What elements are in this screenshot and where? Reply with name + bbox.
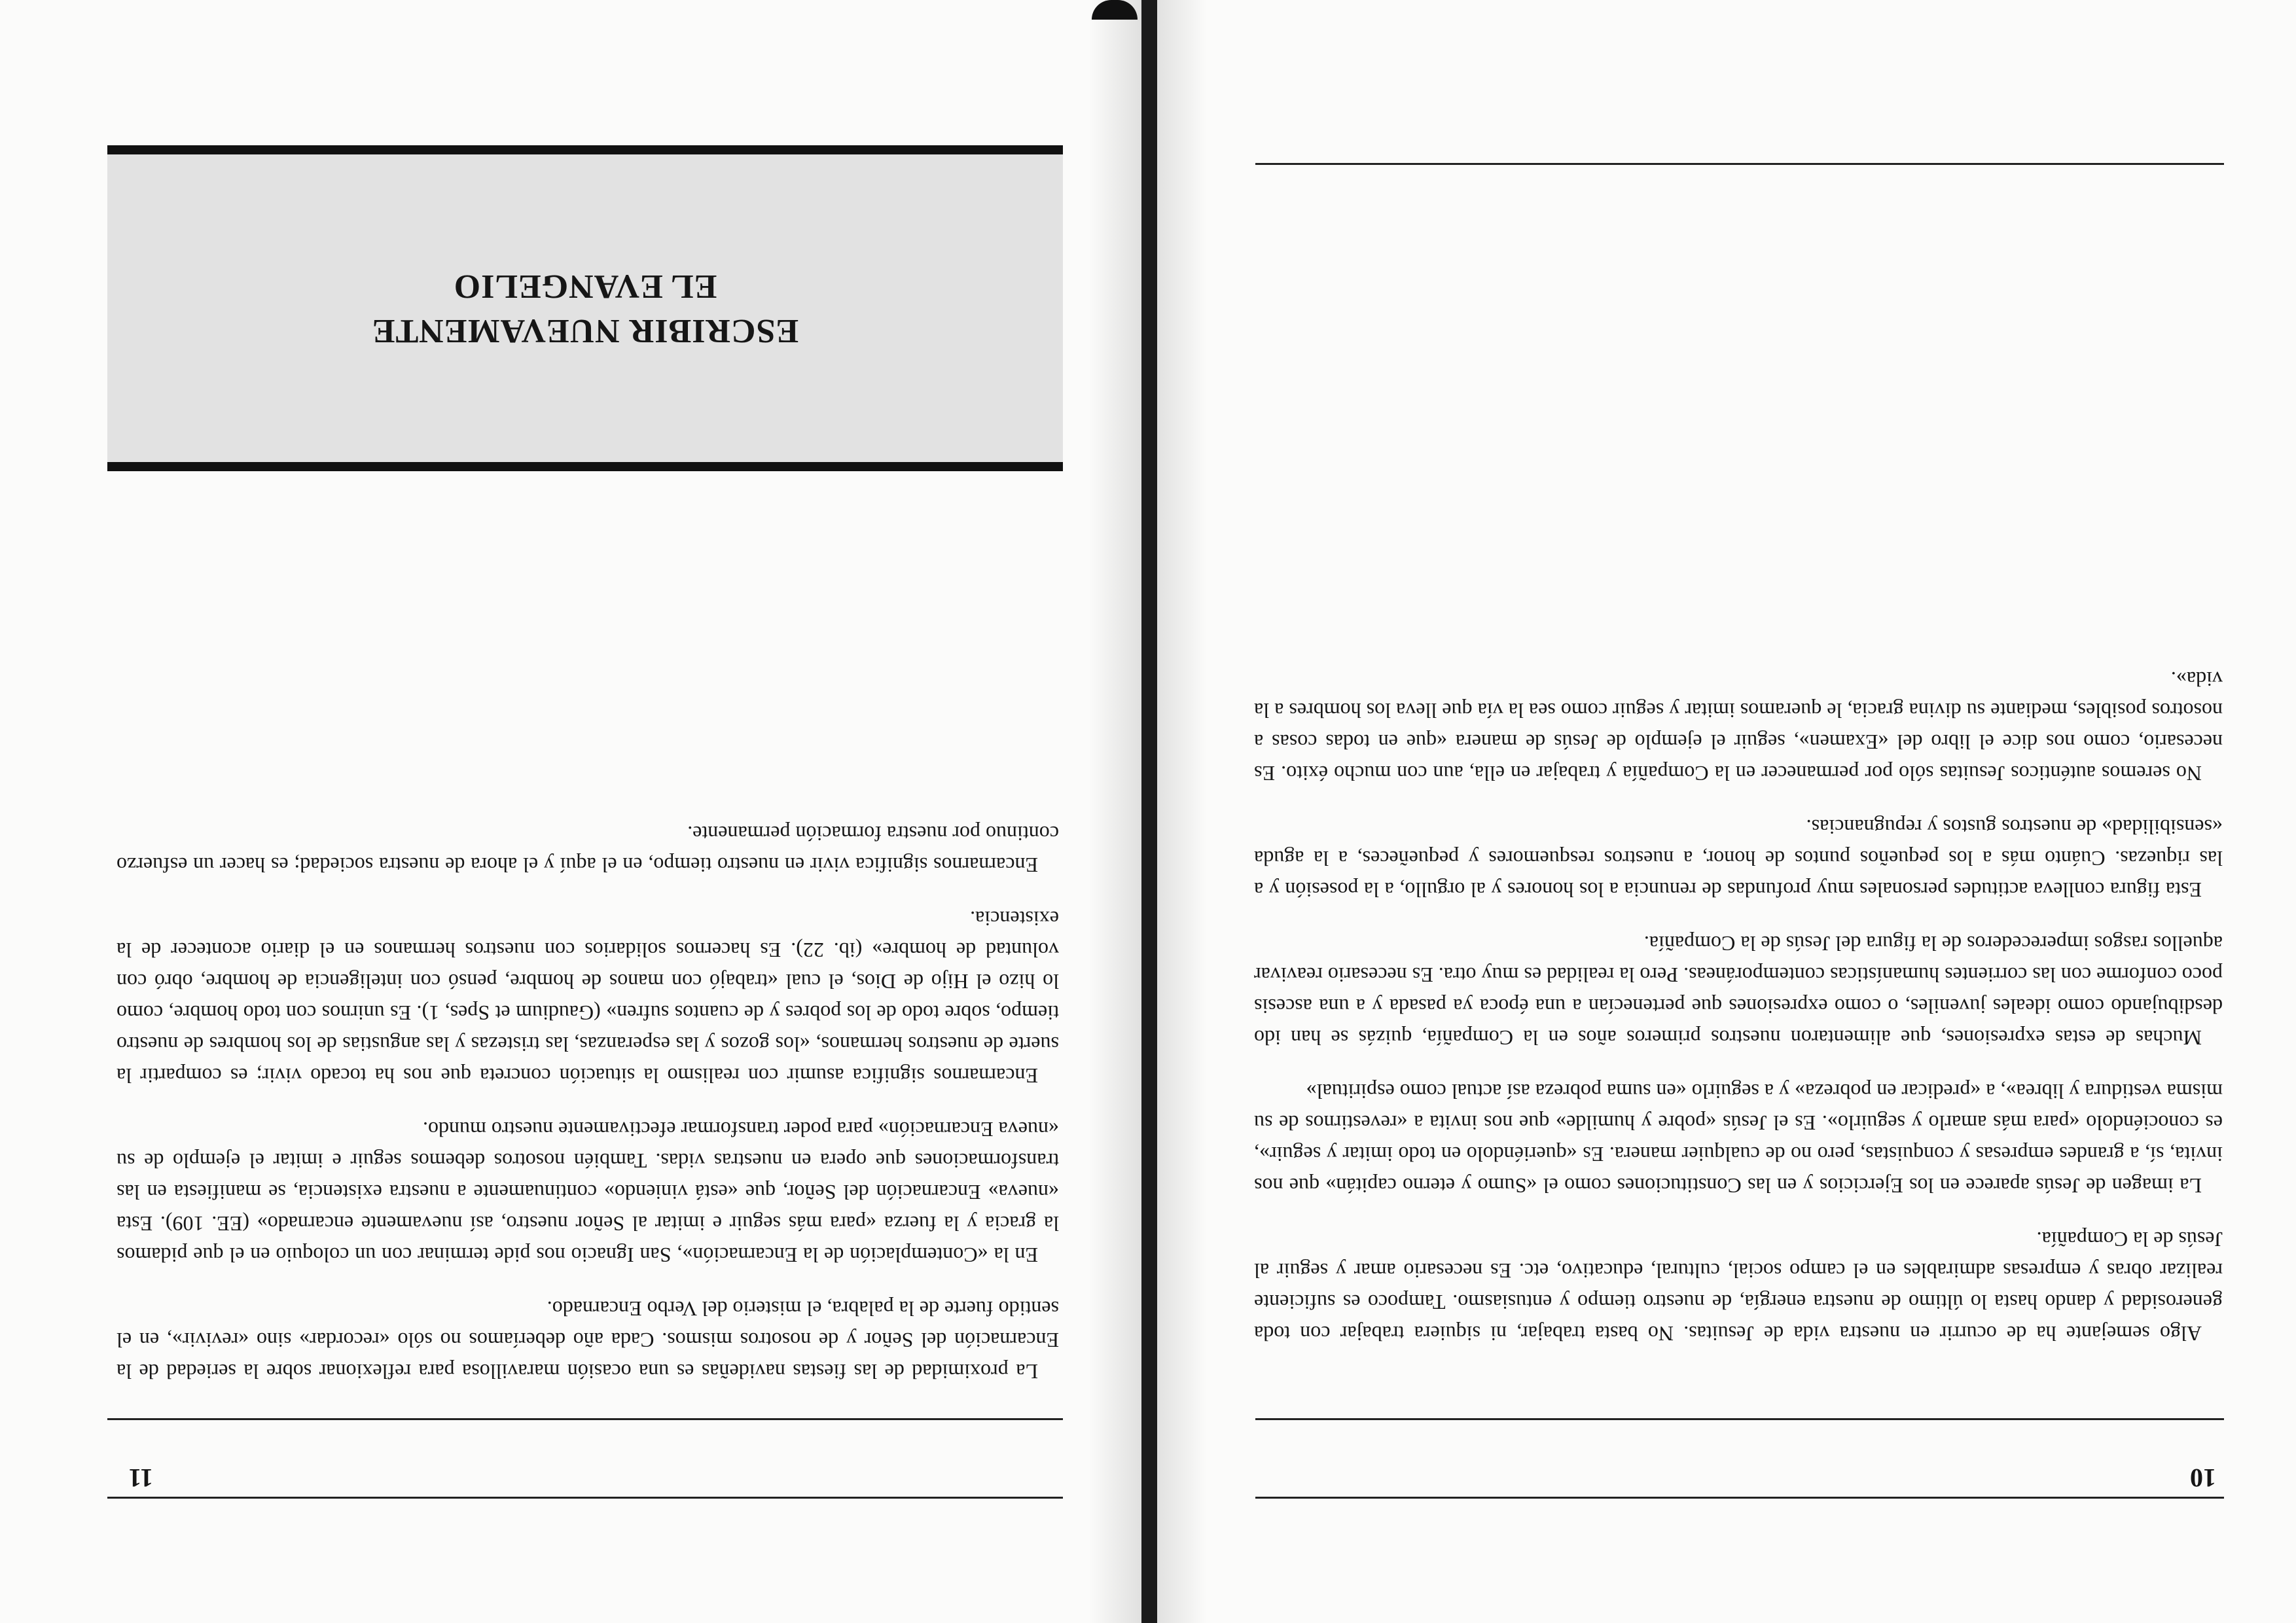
header-rule-top (1255, 1497, 2224, 1499)
paragraph: Encarnarnos significa asumir con realismo la situación concreta que nos ha tocado vivir; es compartir la suerte de nuestros hermanos, «los gozos y las esperanzas, las tristezas y las angustias de los hombres de nuestro tiempo, sobre todo de los pobres y de cuantos sufren» (Gaudium et Spes, 1). Es unirnos con todo hombre, como lo hizo el Hijo de Dios, el cual «trabajó con manos de hombre, pensó con inteligencia de hombre, obró con voluntad de hombre» (ib. 22). Es hacernos solidarios con nuestros hermanos en el diario acontecer de la existencia. (117, 907, 1059, 1088)
paragraph: Algo semejante ha de ocurrir en nuestra vida de Jesuitas. No basta trabajar, ni siquiera trabajar con toda generosidad y dando hasta lo último de nuestra energía, de nuestro tiempo y entusiasmo. Tampoco es suficiente realizar obras y empresas admirables en el campo social, cultural, educativo, etc. Es necesario amar y seguir al Jesús de la Compañía. (1254, 1228, 2223, 1346)
paragraph: En la «Contemplación de la Encarnación», San Ignacio nos pide terminar con un coloquio en el que pidamos la gracia y la fuerza «para más seguir e imitar al Señor nuestro, así nuevamente encarnado» (EE. 109). Esta «nueva» Encarnación del Señor, que «está viniendo» continuamente a nuestra existencia, se manifiesta en las transformaciones que opera en nuestras vidas. También nosotros debemos seguir e imitar el ejemplo de su «nueva Encarnación» para poder transformar efectivamente nuestro mundo. (117, 1118, 1059, 1267)
paragraph: No seremos auténticos Jesuitas sólo por permanecer en la Compañía y trabajar en ella, aun con mucho éxito. Es necesario, como nos dice el libro del «Examen», seguir el ejemplo de Jesús de manera «que en todas cosas a nosotros posibles, mediante su divina gracia, le queramos imitar y seguir como sea la vía que lleva los hombres a la vida». (1254, 668, 2223, 785)
footer-rule (1255, 163, 2224, 165)
header-rule-bottom (107, 1418, 1063, 1420)
body-text (117, 796, 1059, 1387)
header-rule-bottom (1255, 1418, 2224, 1420)
chapter-title-banner (107, 145, 1063, 471)
page-number: 10 (2190, 1463, 2216, 1493)
header-rule-top (107, 1497, 1063, 1499)
book-gutter (1141, 0, 1157, 1623)
paragraph: Encarnarnos significa vivir en nuestro tiempo, en el aquí y el ahora de nuestra sociedad; es hacer un esfuerzo continuo por nuestra formación permanente. (117, 822, 1059, 877)
chapter-title-line: EL EVANGELIO (453, 268, 717, 305)
gutter-shadow (1089, 0, 1148, 1623)
page-number: 11 (128, 1463, 153, 1493)
chapter-title-line: ESCRIBIR NUEVAMENTE (371, 312, 799, 349)
paragraph: La proximidad de las fiestas navideñas es una ocasión maravillosa para reflexionar sobre la seriedad de la Encarnación del Señor y de nosotros mismos. Cada año deberíamos no sólo «recordar» sino «revivir», en el sentido fuerte de la palabra, el misterio del Verbo Encarnado. (117, 1297, 1059, 1383)
paragraph: La imagen de Jesús aparece en los Ejercicios y en las Constituciones como el «Sumo y eterno capitán» que nos invita, sí, a grandes empresas y conquistas, pero no de cualquier manera. Es «queriéndolo en todo imitar y seguir», es conociéndolo «para más amarlo y seguirlo». Es el Jesús «pobre y humilde» que nos invita a «revestirnos de su misma vestidura y librea», a «predicar en pobreza» y a seguirlo «en suma pobreza así actual como espiritual» (1254, 1080, 2223, 1198)
page-10 (1148, 0, 2296, 1623)
paragraph: Esta figura conlleva actitudes personales muy profundas de renuncia a los honores y al orgullo, a la posesión y a las riquezas. Cuánto más a los pequeños puntos de honor, a nuestros resquemores y pequeñeces, a la aguda «sensibilidad» de nuestros gustos y repugnancias. (1254, 815, 2223, 902)
body-text (1254, 641, 2223, 1349)
paragraph: Muchas de estas expresiones, que alimentaron nuestros primeros años en la Compañía, quizás se han ido desdibujando como ideales juveniles, o como expresiones que pertenecían a una época ya pasada y a una ascesis poco conforme con las corrientes humanísticas contemporáneas. Pero la realidad es muy otra. Es necesario reavivar aquellos rasgos imperecederos de la figura del Jesús de la Compañía. (1254, 932, 2223, 1050)
